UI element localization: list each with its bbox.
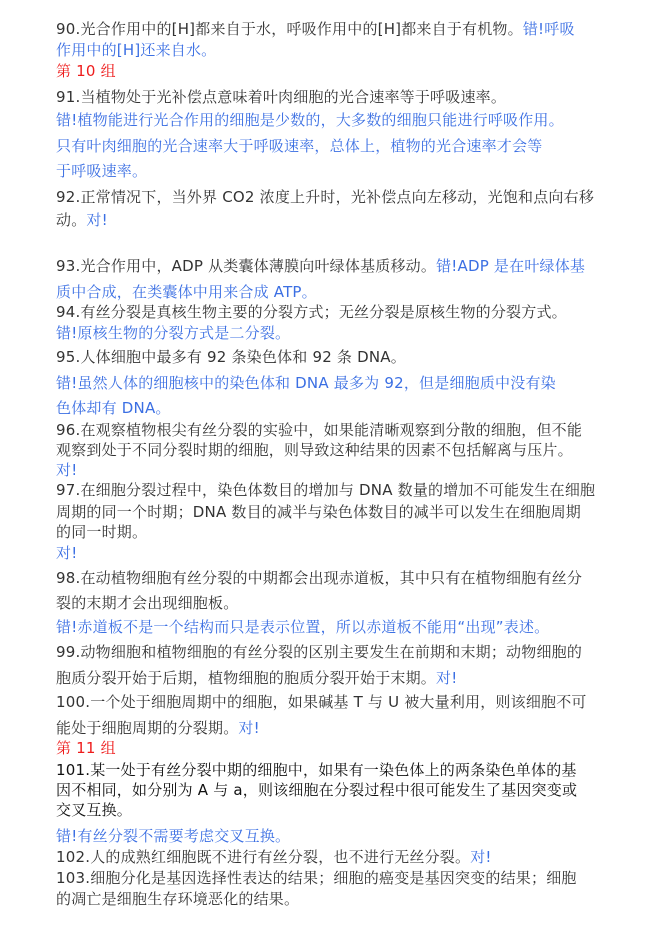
text-line: [56, 780, 577, 800]
question-text: 动。: [56, 211, 87, 229]
question-text: 92.正常情况下，当外界 CO2 浓度上升时，光补偿点向左移动，光饱和点向右移: [56, 188, 595, 206]
text-line: [56, 460, 77, 480]
answer-text: 错!原核生物的分裂方式是二分裂。: [56, 324, 291, 342]
answer-text: 错!赤道板不是一个结构而只是表示位置，所以赤道板不能用“出现”表述。: [56, 618, 550, 636]
text-line: [56, 480, 595, 500]
answer-text: 只有叶肉细胞的光合速率大于呼吸速率，总体上，植物的光合速率才会等: [56, 137, 543, 155]
question-text: 周期的同一个时期；DNA 数目的减半与染色体数目的减半可以发生在细胞周期: [56, 503, 582, 521]
text-line: [56, 617, 549, 637]
question-text: 能处于细胞周期的分裂期。: [56, 719, 239, 737]
text-line: [56, 760, 577, 780]
answer-text: 质中合成，在类囊体中用来合成 ATP。: [56, 283, 317, 301]
answer-text: 对!: [56, 544, 78, 562]
answer-text: 对!: [436, 669, 458, 687]
answer-text: 对!: [86, 211, 108, 229]
question-text: 98.在动植物细胞有丝分裂的中期都会出现赤道板，其中只有在植物细胞有丝分: [56, 569, 583, 587]
question-text: 102.人的成熟红细胞既不进行有丝分裂，也不进行无丝分裂。: [56, 848, 471, 866]
text-line: [56, 593, 238, 613]
answer-text: 错!植物能进行光合作用的细胞是少数的，大多数的细胞只能进行呼吸作用。: [56, 111, 564, 129]
text-line: [56, 210, 108, 230]
text-line: [56, 161, 147, 181]
text-line: [56, 282, 317, 302]
text-line: [56, 323, 290, 343]
question-text: 103.细胞分化是基因选择性表达的结果；细胞的癌变是基因突变的结果；细胞: [56, 869, 577, 887]
text-line: [56, 868, 577, 888]
text-line: [56, 87, 506, 107]
question-text: 因不相同，如分别为 A 与 a，则该细胞在分裂过程中很可能发生了基因突变或: [56, 781, 578, 799]
answer-text: 对!: [238, 719, 260, 737]
question-text: 101.某一处于有丝分裂中期的细胞中，如果有一染色体上的两条染色单体的基: [56, 761, 577, 779]
answer-text: 对!: [56, 461, 78, 479]
text-line: [56, 522, 147, 542]
question-text: 交叉互换。: [56, 801, 133, 819]
answer-text: 对!: [470, 848, 492, 866]
question-text: 的同一时期。: [56, 523, 148, 541]
text-line: [56, 19, 575, 39]
text-line: [56, 440, 573, 460]
text-line: [56, 136, 542, 156]
text-line: [56, 847, 492, 867]
answer-text: 错!有丝分裂不需要考虑交叉互换。: [56, 827, 291, 845]
text-line: [56, 373, 556, 393]
text-line: [56, 187, 594, 207]
question-text: 91.当植物处于光补偿点意味着叶肉细胞的光合速率等于呼吸速率。: [56, 88, 507, 106]
text-line: [56, 692, 587, 712]
text-line: [56, 347, 406, 367]
question-text: 裂的末期才会出现细胞板。: [56, 594, 239, 612]
text-line: [56, 718, 260, 738]
text-line: [56, 398, 171, 418]
answer-text: 于呼吸速率。: [56, 162, 148, 180]
question-text: 93.光合作用中，ADP 从类囊体薄膜向叶绿体基质移动。: [56, 257, 437, 275]
question-text: 94.有丝分裂是真核生物主要的分裂方式；无丝分裂是原核生物的分裂方式。: [56, 303, 567, 321]
answer-text: 错!虽然人体的细胞核中的染色体和 DNA 最多为 92，但是细胞质中没有染: [56, 374, 556, 392]
question-text: 97.在细胞分裂过程中，染色体数目的增加与 DNA 数量的增加不可能发生在细胞: [56, 481, 596, 499]
text-line: [56, 256, 585, 276]
text-line: [56, 800, 132, 820]
text-line: [56, 738, 116, 758]
answer-text: 作用中的[H]还来自水。: [56, 41, 217, 59]
question-text: 99.动物细胞和植物细胞的有丝分裂的区别主要发生在前期和末期；动物细胞的: [56, 643, 583, 661]
group-heading: 第 11 组: [56, 739, 116, 757]
text-line: [56, 40, 216, 60]
text-line: [56, 668, 457, 688]
text-line: [56, 502, 581, 522]
text-line: [56, 543, 77, 563]
text-line: [56, 110, 564, 130]
text-line: [56, 420, 582, 440]
question-text: 胞质分裂开始于后期，植物细胞的胞质分裂开始于末期。: [56, 669, 437, 687]
text-line: [56, 889, 299, 909]
text-line: [56, 642, 582, 662]
question-text: 96.在观察植物根尖有丝分裂的实验中，如果能清晰观察到分散的细胞，但不能: [56, 421, 583, 439]
text-line: [56, 826, 290, 846]
question-text: 观察到处于不同分裂时期的细胞，则导致这种结果的因素不包括解离与压片。: [56, 441, 573, 459]
group-heading: 第 10 组: [56, 62, 116, 80]
question-text: 90.光合作用中的[H]都来自于水，呼吸作用中的[H]都来自于有机物。: [56, 20, 523, 38]
answer-text: 色体却有 DNA。: [56, 399, 171, 417]
question-text: 100.一个处于细胞周期中的细胞，如果碱基 T 与 U 被大量利用，则该细胞不可: [56, 693, 587, 711]
text-line: [56, 302, 567, 322]
text-line: [56, 61, 116, 81]
answer-text: 错!呼吸: [522, 20, 575, 38]
answer-text: 错!ADP 是在叶绿体基: [436, 257, 586, 275]
text-line: [56, 568, 582, 588]
question-text: 95.人体细胞中最多有 92 条染色体和 92 条 DNA。: [56, 348, 406, 366]
question-text: 的凋亡是细胞生存环境恶化的结果。: [56, 890, 300, 908]
